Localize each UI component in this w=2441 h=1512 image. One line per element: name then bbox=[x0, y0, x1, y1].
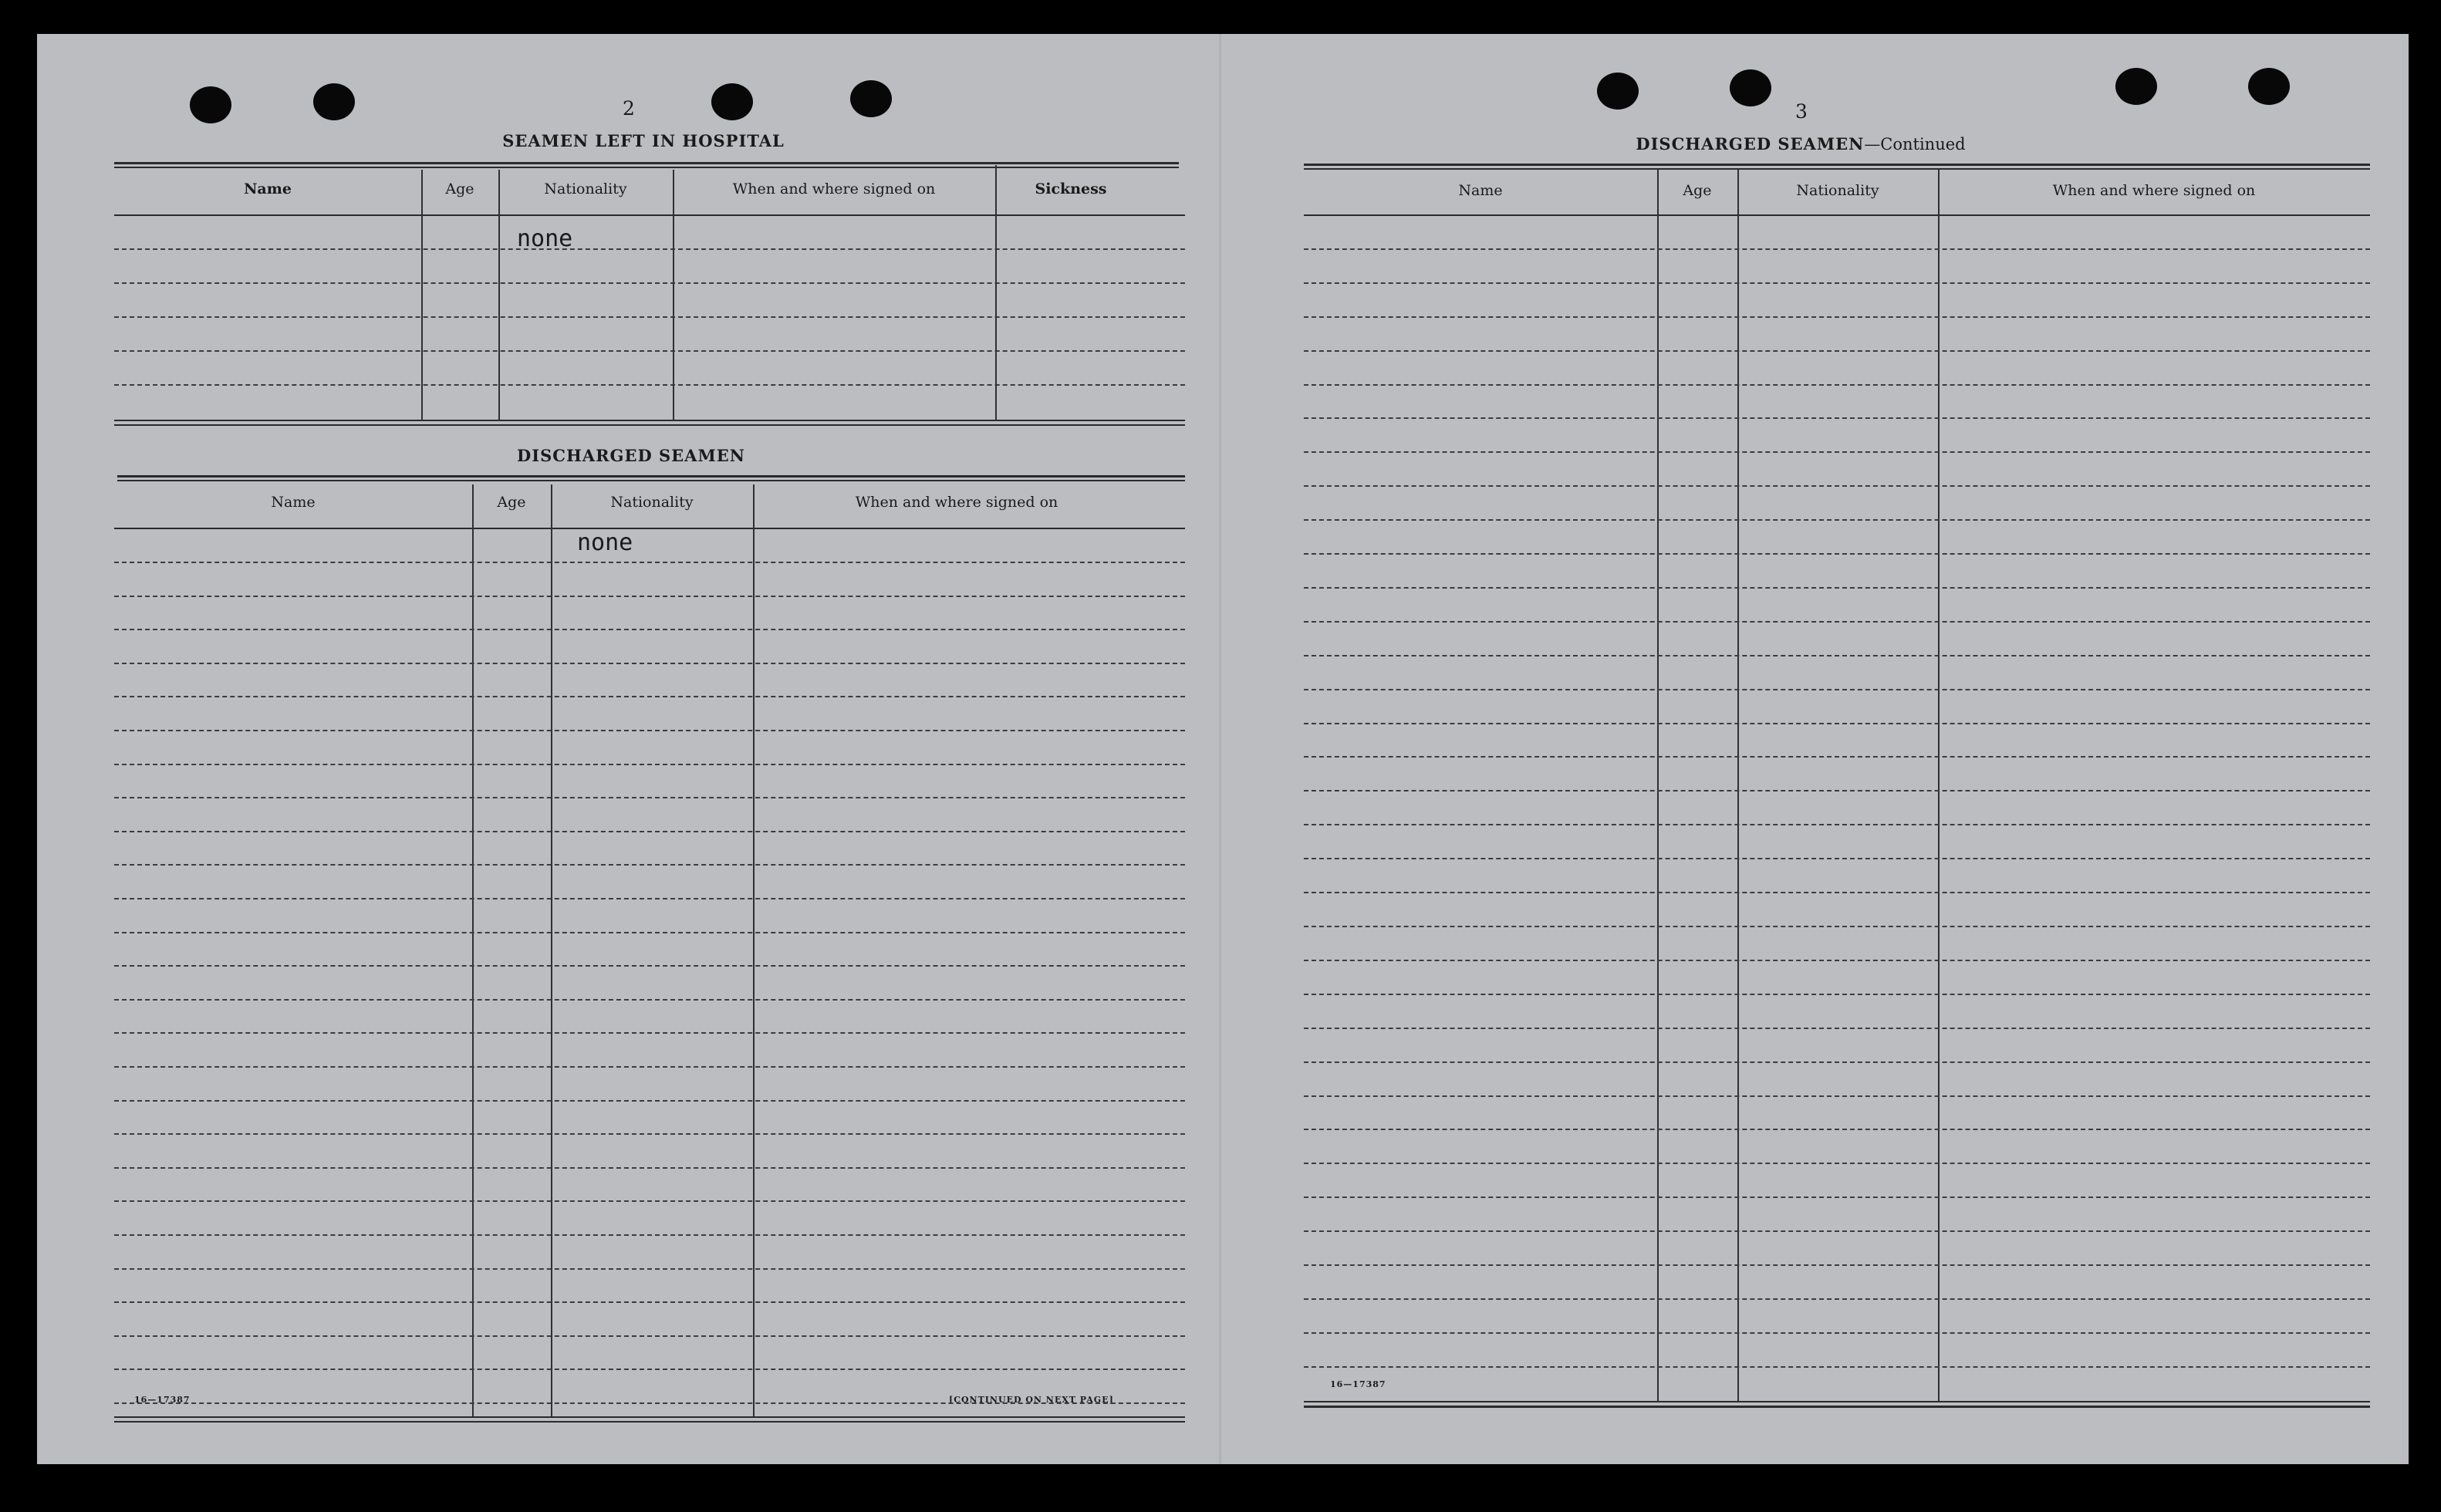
header-rule bbox=[1304, 214, 2370, 216]
row-line bbox=[114, 663, 1185, 664]
right-form-number: 16—17387 bbox=[1330, 1379, 1386, 1389]
row-line bbox=[1304, 1298, 2370, 1300]
discharged-col-nationality: Nationality bbox=[610, 494, 694, 511]
row-line bbox=[114, 999, 1185, 1001]
hospital-col-sickness: Sickness bbox=[1035, 181, 1107, 197]
row-line bbox=[1304, 587, 2370, 589]
row-line bbox=[1304, 655, 2370, 656]
col-divider bbox=[673, 170, 674, 421]
row-line bbox=[114, 350, 1185, 352]
bottom-rule bbox=[114, 420, 1185, 421]
col-divider bbox=[551, 484, 552, 1418]
right-section-title bbox=[1608, 134, 1994, 154]
hospital-col-nationality: Nationality bbox=[544, 181, 627, 197]
col-divider bbox=[1938, 170, 1940, 1402]
row-line bbox=[114, 316, 1185, 318]
row-line bbox=[1304, 960, 2370, 961]
row-line bbox=[1304, 248, 2370, 250]
row-line bbox=[1304, 1163, 2370, 1164]
right-page-number: 3 bbox=[1795, 100, 1808, 123]
row-line bbox=[114, 1369, 1185, 1370]
right-section-title-suffix: —Continued bbox=[1864, 135, 1966, 154]
row-line bbox=[1304, 1196, 2370, 1198]
row-line bbox=[1304, 1230, 2370, 1232]
row-line bbox=[1304, 316, 2370, 318]
row-line bbox=[1304, 1332, 2370, 1334]
row-line bbox=[114, 282, 1185, 284]
row-line bbox=[1304, 1264, 2370, 1266]
right-section-title-main: DISCHARGED SEAMEN bbox=[1636, 134, 1865, 154]
row-line bbox=[1304, 350, 2370, 352]
double-rule bbox=[117, 475, 1185, 478]
row-line bbox=[114, 562, 1185, 563]
row-line bbox=[1304, 485, 2370, 487]
punch-hole bbox=[1730, 69, 1771, 106]
hospital-section-title: SEAMEN LEFT IN HOSPITAL bbox=[502, 131, 785, 150]
punch-hole bbox=[711, 83, 753, 120]
row-line bbox=[114, 1402, 1185, 1404]
header-rule bbox=[114, 528, 1185, 529]
row-line bbox=[114, 1268, 1185, 1270]
double-rule bbox=[1304, 164, 2370, 166]
double-rule bbox=[1304, 168, 2370, 170]
double-rule bbox=[114, 167, 1179, 168]
row-line bbox=[114, 1301, 1185, 1303]
bottom-rule bbox=[1304, 1406, 2370, 1408]
row-line bbox=[114, 248, 1185, 250]
row-line bbox=[1304, 824, 2370, 825]
row-line bbox=[1304, 994, 2370, 995]
discharged-nationality-entry: none bbox=[577, 529, 633, 556]
row-line bbox=[114, 898, 1185, 899]
bottom-rule bbox=[114, 1421, 1185, 1423]
header-rule bbox=[114, 214, 1185, 216]
row-line bbox=[1304, 519, 2370, 521]
row-line bbox=[1304, 892, 2370, 893]
row-line bbox=[1304, 790, 2370, 791]
row-line bbox=[1304, 1095, 2370, 1097]
row-line bbox=[114, 1234, 1185, 1236]
row-line bbox=[1304, 723, 2370, 724]
right-col-signed-on: When and where signed on bbox=[2052, 182, 2256, 199]
hospital-col-name: Name bbox=[244, 181, 292, 197]
right-col-age: Age bbox=[1683, 182, 1712, 199]
page-fold bbox=[1219, 34, 1221, 1464]
punch-hole bbox=[850, 80, 892, 117]
discharged-col-name: Name bbox=[271, 494, 316, 511]
row-line bbox=[1304, 1061, 2370, 1063]
row-line bbox=[114, 384, 1185, 386]
col-divider bbox=[472, 484, 474, 1418]
row-line bbox=[114, 629, 1185, 630]
col-divider bbox=[753, 484, 755, 1418]
row-line bbox=[1304, 384, 2370, 386]
row-line bbox=[114, 1100, 1185, 1102]
ledger-sheet bbox=[37, 34, 2409, 1464]
col-divider bbox=[498, 170, 500, 421]
punch-hole bbox=[190, 86, 231, 123]
bottom-rule bbox=[1304, 1401, 2370, 1402]
row-line bbox=[1304, 621, 2370, 623]
row-line bbox=[1304, 689, 2370, 690]
discharged-col-signed-on: When and where signed on bbox=[855, 494, 1058, 511]
row-line bbox=[114, 730, 1185, 731]
col-divider bbox=[421, 170, 423, 421]
row-line bbox=[114, 797, 1185, 798]
row-line bbox=[1304, 858, 2370, 859]
row-line bbox=[1304, 553, 2370, 555]
row-line bbox=[114, 696, 1185, 697]
hospital-col-age: Age bbox=[445, 181, 474, 197]
left-page-number: 2 bbox=[623, 97, 635, 120]
hospital-col-signed-on: When and where signed on bbox=[732, 181, 936, 197]
row-line bbox=[114, 864, 1185, 866]
row-line bbox=[1304, 756, 2370, 758]
discharged-col-age: Age bbox=[497, 494, 526, 511]
row-line bbox=[1304, 926, 2370, 927]
hospital-nationality-entry: none bbox=[517, 225, 573, 252]
row-line bbox=[114, 1335, 1185, 1337]
punch-hole bbox=[1597, 73, 1639, 110]
row-line bbox=[1304, 451, 2370, 453]
row-line bbox=[1304, 1028, 2370, 1029]
punch-hole bbox=[313, 83, 355, 120]
left-form-number: 16—17387 bbox=[134, 1395, 191, 1405]
row-line bbox=[114, 831, 1185, 832]
row-line bbox=[114, 764, 1185, 765]
row-line bbox=[114, 1167, 1185, 1169]
right-col-nationality: Nationality bbox=[1796, 182, 1879, 199]
double-rule bbox=[114, 162, 1179, 164]
row-line bbox=[1304, 417, 2370, 419]
col-divider bbox=[1737, 170, 1739, 1402]
bottom-rule bbox=[114, 424, 1185, 426]
row-line bbox=[114, 1133, 1185, 1135]
continued-note: [CONTINUED ON NEXT PAGE] bbox=[949, 1395, 1114, 1405]
row-line bbox=[114, 1032, 1185, 1034]
col-divider bbox=[995, 165, 997, 421]
col-divider bbox=[1657, 170, 1659, 1402]
double-rule bbox=[117, 480, 1185, 481]
row-line bbox=[114, 1066, 1185, 1068]
bottom-rule bbox=[114, 1416, 1185, 1418]
row-line bbox=[114, 965, 1185, 967]
punch-hole bbox=[2115, 68, 2157, 105]
row-line bbox=[114, 932, 1185, 933]
row-line bbox=[1304, 282, 2370, 284]
discharged-section-title: DISCHARGED SEAMEN bbox=[517, 446, 745, 465]
punch-hole bbox=[2248, 68, 2290, 105]
row-line bbox=[1304, 1129, 2370, 1130]
row-line bbox=[114, 1200, 1185, 1202]
row-line bbox=[114, 596, 1185, 597]
row-line bbox=[1304, 1366, 2370, 1368]
right-col-name: Name bbox=[1458, 182, 1503, 199]
